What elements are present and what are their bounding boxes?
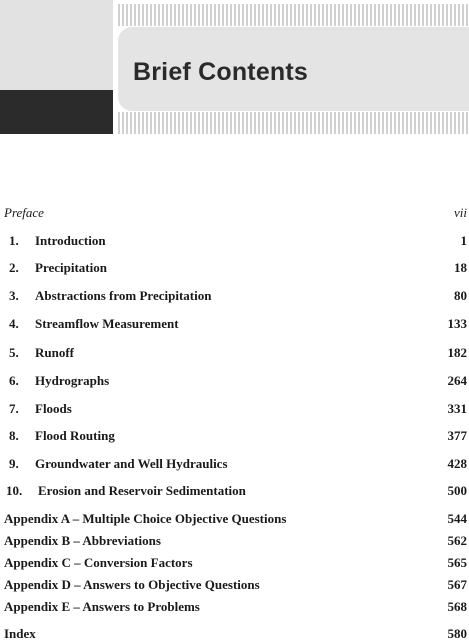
toc-entry-appendix-d[interactable] bbox=[0, 576, 469, 594]
toc-entry-index[interactable] bbox=[0, 625, 469, 643]
toc-entry-chapter[interactable] bbox=[0, 232, 469, 250]
chapter-number: 6. bbox=[9, 373, 19, 388]
chapter-title: Precipitation bbox=[35, 260, 107, 275]
toc-entry-appendix-b[interactable] bbox=[0, 532, 469, 550]
toc-entry-chapter[interactable] bbox=[0, 455, 469, 473]
toc-entry-appendix-c[interactable] bbox=[0, 554, 469, 572]
toc-page-number: 500 bbox=[447, 483, 467, 498]
toc-entry-chapter[interactable] bbox=[0, 259, 469, 277]
chapter-title: Erosion and Reservoir Sedimentation bbox=[38, 483, 246, 498]
chapter-title: Abstractions from Precipitation bbox=[35, 288, 212, 303]
chapter-number: 2. bbox=[9, 260, 19, 275]
toc-entry-chapter[interactable] bbox=[0, 315, 469, 333]
toc-page-number: 428 bbox=[447, 456, 467, 471]
toc-page-number: 18 bbox=[454, 260, 467, 275]
chapter-title: Flood Routing bbox=[35, 428, 115, 443]
toc-page-number: 1 bbox=[460, 233, 467, 248]
toc-page-number: 80 bbox=[454, 288, 467, 303]
chapter-number: 10. bbox=[6, 483, 23, 498]
toc-page-number: 567 bbox=[447, 577, 467, 592]
toc-entry-chapter[interactable] bbox=[0, 372, 469, 390]
toc-entry-label: Appendix B – Abbreviations bbox=[4, 533, 161, 548]
toc-entry-chapter[interactable] bbox=[0, 287, 469, 305]
toc-entry-chapter[interactable] bbox=[0, 344, 469, 362]
chapter-number: 8. bbox=[9, 428, 19, 443]
toc-page-number: 565 bbox=[447, 555, 467, 570]
chapter-number: 1. bbox=[9, 233, 19, 248]
toc-entry-label: Preface bbox=[4, 205, 44, 220]
chapter-title: Runoff bbox=[35, 345, 75, 360]
toc-entry-chapter[interactable] bbox=[0, 400, 469, 418]
chapter-title: Hydrographs bbox=[35, 373, 110, 388]
toc-page-number: 568 bbox=[447, 599, 467, 614]
header-stripes-bottom bbox=[118, 112, 469, 134]
toc-page-number: 264 bbox=[447, 373, 467, 388]
header-stripes-top bbox=[118, 4, 469, 26]
toc-page-number: 562 bbox=[447, 533, 467, 548]
toc-page-number: 544 bbox=[447, 511, 467, 526]
toc-entry-label: Appendix D – Answers to Objective Questions bbox=[4, 577, 260, 592]
chapter-number: 3. bbox=[9, 288, 19, 303]
chapter-title: Groundwater and Well Hydraulics bbox=[35, 456, 228, 471]
toc-entry-chapter[interactable] bbox=[0, 427, 469, 445]
toc-entry-label: Appendix E – Answers to Problems bbox=[4, 599, 200, 614]
chapter-title: Streamflow Measurement bbox=[35, 316, 179, 331]
chapter-number: 7. bbox=[9, 401, 19, 416]
toc-entry-label: Appendix A – Multiple Choice Objective Questions bbox=[4, 511, 287, 526]
toc-page-number: vii bbox=[454, 205, 467, 220]
chapter-number: 9. bbox=[9, 456, 19, 471]
toc-page-number: 133 bbox=[447, 316, 467, 331]
chapter-number: 4. bbox=[9, 316, 19, 331]
toc-entry-label: Index bbox=[4, 626, 36, 641]
header-corner-block bbox=[0, 0, 113, 90]
toc-page-number: 331 bbox=[447, 401, 467, 416]
chapter-title: Floods bbox=[35, 401, 72, 416]
toc-page-number: 377 bbox=[447, 428, 467, 443]
chapter-number: 5. bbox=[9, 345, 19, 360]
toc-entry-preface[interactable] bbox=[0, 204, 469, 222]
toc-page-number: 580 bbox=[447, 626, 467, 641]
toc-entry-appendix-e[interactable] bbox=[0, 598, 469, 616]
toc-entry-appendix-a[interactable] bbox=[0, 510, 469, 528]
header-dark-bar bbox=[0, 90, 113, 134]
toc-page-number: 182 bbox=[447, 345, 467, 360]
toc-entry-chapter[interactable] bbox=[0, 482, 469, 500]
page-title: Brief Contents bbox=[133, 58, 309, 86]
toc-entry-label: Appendix C – Conversion Factors bbox=[4, 555, 193, 570]
chapter-title: Introduction bbox=[35, 233, 106, 248]
